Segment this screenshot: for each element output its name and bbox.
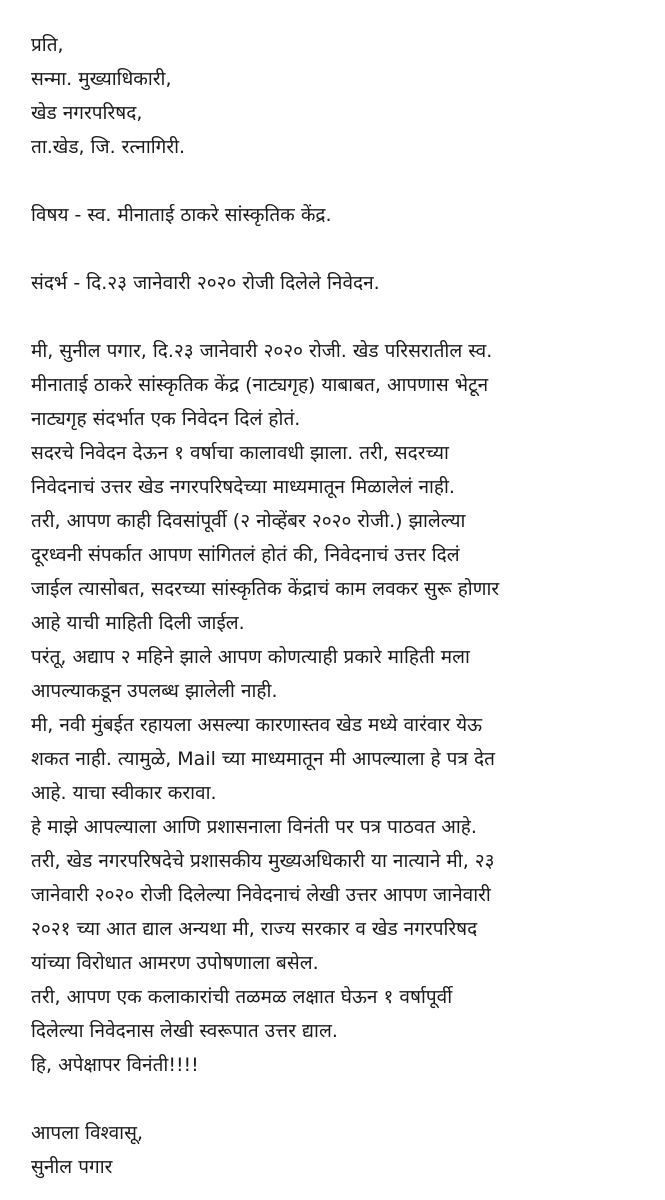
reference-line: संदर्भ - दि.२३ जानेवारी २०२० रोजी दिलेले निवेदन. xyxy=(31,272,380,294)
body-line: हे माझे आपल्याला आणि प्रशासनाला विनंती पर पत्र पाठवत आहे. xyxy=(31,816,477,838)
signature-block xyxy=(31,1116,651,1184)
body-line: मी, नवी मुंबईत रहायला असल्या कारणास्तव खेड मध्ये वारंवार येऊ xyxy=(31,714,483,736)
body-line: जाईल त्यासोबत, सदरच्या सांस्कृतिक केंद्राचं काम लवकर सुरू होणार xyxy=(31,578,500,600)
address-line: सन्मा. मुख्याधिकारी, xyxy=(31,68,172,90)
subject-line: विषय - स्व. मीनाताई ठाकरे सांस्कृतिक केंद्र. xyxy=(31,204,332,226)
spacer xyxy=(31,164,651,198)
body-line: आपल्याकडून उपलब्ध झालेली नाही. xyxy=(31,680,278,702)
body-line: दूरध्वनी संपर्कात आपण सांगितलं होतं की, निवेदनाचं उत्तर दिलं xyxy=(31,544,460,566)
body-line: नाट्यगृह संदर्भात एक निवेदन दिलं होतं. xyxy=(31,408,301,430)
letter-body xyxy=(31,334,651,1082)
spacer xyxy=(31,232,651,266)
body-line: परंतू, अद्याप २ महिने झाले आपण कोणत्याही प्रकारे माहिती मला xyxy=(31,646,470,668)
body-line: आहे याची माहिती दिली जाईल. xyxy=(31,612,245,634)
body-line: यांच्या विरोधात आमरण उपोषणाला बसेल. xyxy=(31,952,319,974)
letter-page xyxy=(31,28,651,1184)
reference-block xyxy=(31,266,651,300)
address-line: प्रति, xyxy=(31,34,64,56)
subject-block xyxy=(31,198,651,232)
body-line: तरी, खेड नगरपरिषदेचे प्रशासकीय मुख्यअधिकारी या नात्याने मी, २३ xyxy=(31,850,495,872)
body-line: हि, अपेक्षापर विनंती!!!! xyxy=(31,1054,199,1076)
address-line: ता.खेड, जि. रत्नागिरी. xyxy=(31,136,186,158)
body-line: २०२१ च्या आत द्याल अन्यथा मी, राज्य सरकार व खेड नगरपरिषद xyxy=(31,918,478,940)
recipient-address xyxy=(31,28,651,164)
body-line: मी, सुनील पगार, दि.२३ जानेवारी २०२० रोजी. खेड परिसरातील स्व. xyxy=(31,340,493,362)
spacer xyxy=(31,300,651,334)
spacer xyxy=(31,1082,651,1116)
body-line: आहे. याचा स्वीकार करावा. xyxy=(31,782,217,804)
body-line: दिलेल्या निवेदनास लेखी स्वरूपात उत्तर द्याल. xyxy=(31,1020,338,1042)
body-line: निवेदनाचं उत्तर खेड नगरपरिषदेच्या माध्यमातून मिळालेलं नाही. xyxy=(31,476,455,498)
signatory-name: सुनील पगार xyxy=(31,1156,113,1178)
closing-line: आपला विश्वासू, xyxy=(31,1122,143,1144)
body-line: तरी, आपण काही दिवसांपूर्वी (२ नोव्हेंबर २०२० रोजी.) झालेल्या xyxy=(31,510,466,532)
body-line: शकत नाही. त्यामुळे, Mail च्या माध्यमातून मी आपल्याला हे पत्र देत xyxy=(31,748,495,770)
body-line: सदरचे निवेदन देऊन १ वर्षाचा कालावधी झाला. तरी, सदरच्या xyxy=(31,442,449,464)
body-line: जानेवारी २०२० रोजी दिलेल्या निवेदनाचं लेखी उत्तर आपण जानेवारी xyxy=(31,884,491,906)
body-line: तरी, आपण एक कलाकारांची तळमळ लक्षात घेऊन १ वर्षापूर्वी xyxy=(31,986,453,1008)
body-line: मीनाताई ठाकरे सांस्कृतिक केंद्र (नाट्यगृह) याबाबत, आपणास भेटून xyxy=(31,374,489,396)
address-line: खेड नगरपरिषद, xyxy=(31,102,143,124)
